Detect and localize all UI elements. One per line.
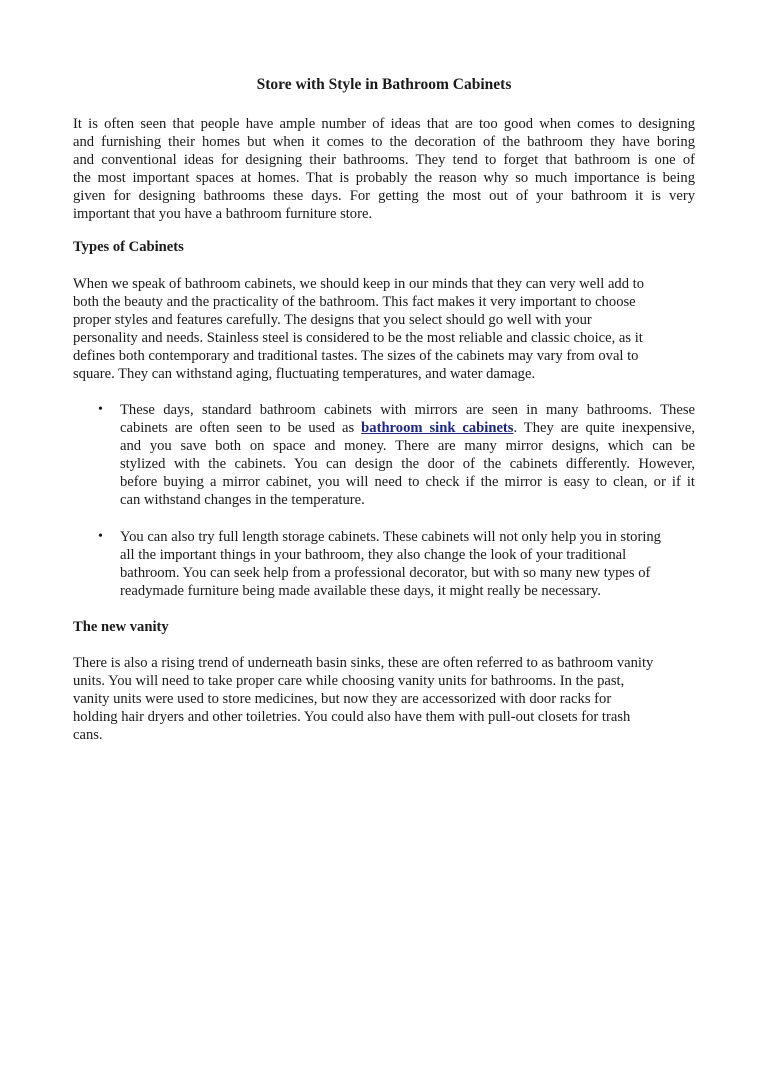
section-heading-the-new-vanity: The new vanity [73,619,169,635]
document-title: Store with Style in Bathroom Cabinets [256,76,512,93]
text-line: holding hair dryers and other toiletries. You could also have them with pull-out closets for trash [73,709,631,725]
text-line: all the important things in your bathroom, they also change the look of your traditional [120,547,627,563]
bullet-icon: • [98,402,103,417]
text-line: vanity units were used to store medicines, but now they are accessorized with door racks for [73,691,612,707]
text-span: cabinets are often seen to be used as [120,420,362,436]
text-line: readymade furniture being made available these days, it might really be necessary. [120,583,601,599]
text-line: and conventional ideas for designing their bathrooms. They tend to forget that bathroom is one of [73,152,695,168]
text-span: . They are quite inexpensive, [513,420,695,436]
text-line: the most important spaces at homes. That is probably the reason why so much importance is being [73,170,695,186]
text-line: stylized with the cabinets. You can design the door of the cabinets differently. However, [120,456,695,472]
text-line: When we speak of bathroom cabinets, we should keep in our minds that they can very well add to [73,276,645,292]
text-line: defines both contemporary and traditional tastes. The sizes of the cabinets may vary from oval to [73,348,639,364]
text-line: units. You will need to take proper care while choosing vanity units for bathrooms. In the past, [73,673,625,689]
text-line: bathroom. You can seek help from a professional decorator, but with so many new types of [120,565,651,581]
text-line: before buying a mirror cabinet, you will need to check if the mirror is easy to clean, or if it [120,474,695,490]
text-line: There is also a rising trend of underneath basin sinks, these are often referred to as bathroom vanity [73,655,654,671]
text-line: square. They can withstand aging, fluctuating temperatures, and water damage. [73,366,536,382]
text-line: personality and needs. Stainless steel is considered to be the most reliable and classic choice, as it [73,330,643,346]
text-line: These days, standard bathroom cabinets with mirrors are seen in many bathrooms. These [120,402,695,418]
vanity-paragraph [73,654,695,744]
text-line: It is often seen that people have ample number of ideas that are too good when comes to designing [73,116,695,132]
text-line: and you save both on space and money. There are many mirror designs, which can be [120,438,695,454]
text-line: both the beauty and the practicality of the bathroom. This fact makes it very important to choose [73,294,636,310]
text-line: You can also try full length storage cabinets. These cabinets will not only help you in storing [120,529,661,545]
intro-paragraph [73,115,695,223]
bullet-icon: • [98,529,103,544]
section-heading-types-of-cabinets: Types of Cabinets [73,239,184,255]
bathroom-sink-cabinets-link[interactable]: bathroom sink cabinets [361,420,514,436]
text-line: can withstand changes in the temperature. [120,492,365,508]
text-line [120,419,695,437]
text-line: cans. [73,727,103,743]
bullet-item-storage [98,528,695,600]
types-paragraph [73,275,695,383]
text-line: important that you have a bathroom furniture store. [73,206,373,222]
text-line: proper styles and features carefully. The designs that you select should go well with your [73,312,592,328]
bullet-item-mirrors [98,401,695,509]
text-line: and furnishing their homes but when it comes to the decoration of the bathroom they have boring [73,134,695,150]
text-line: given for designing bathrooms these days. For getting the most out of your bathroom it is very [73,188,695,204]
